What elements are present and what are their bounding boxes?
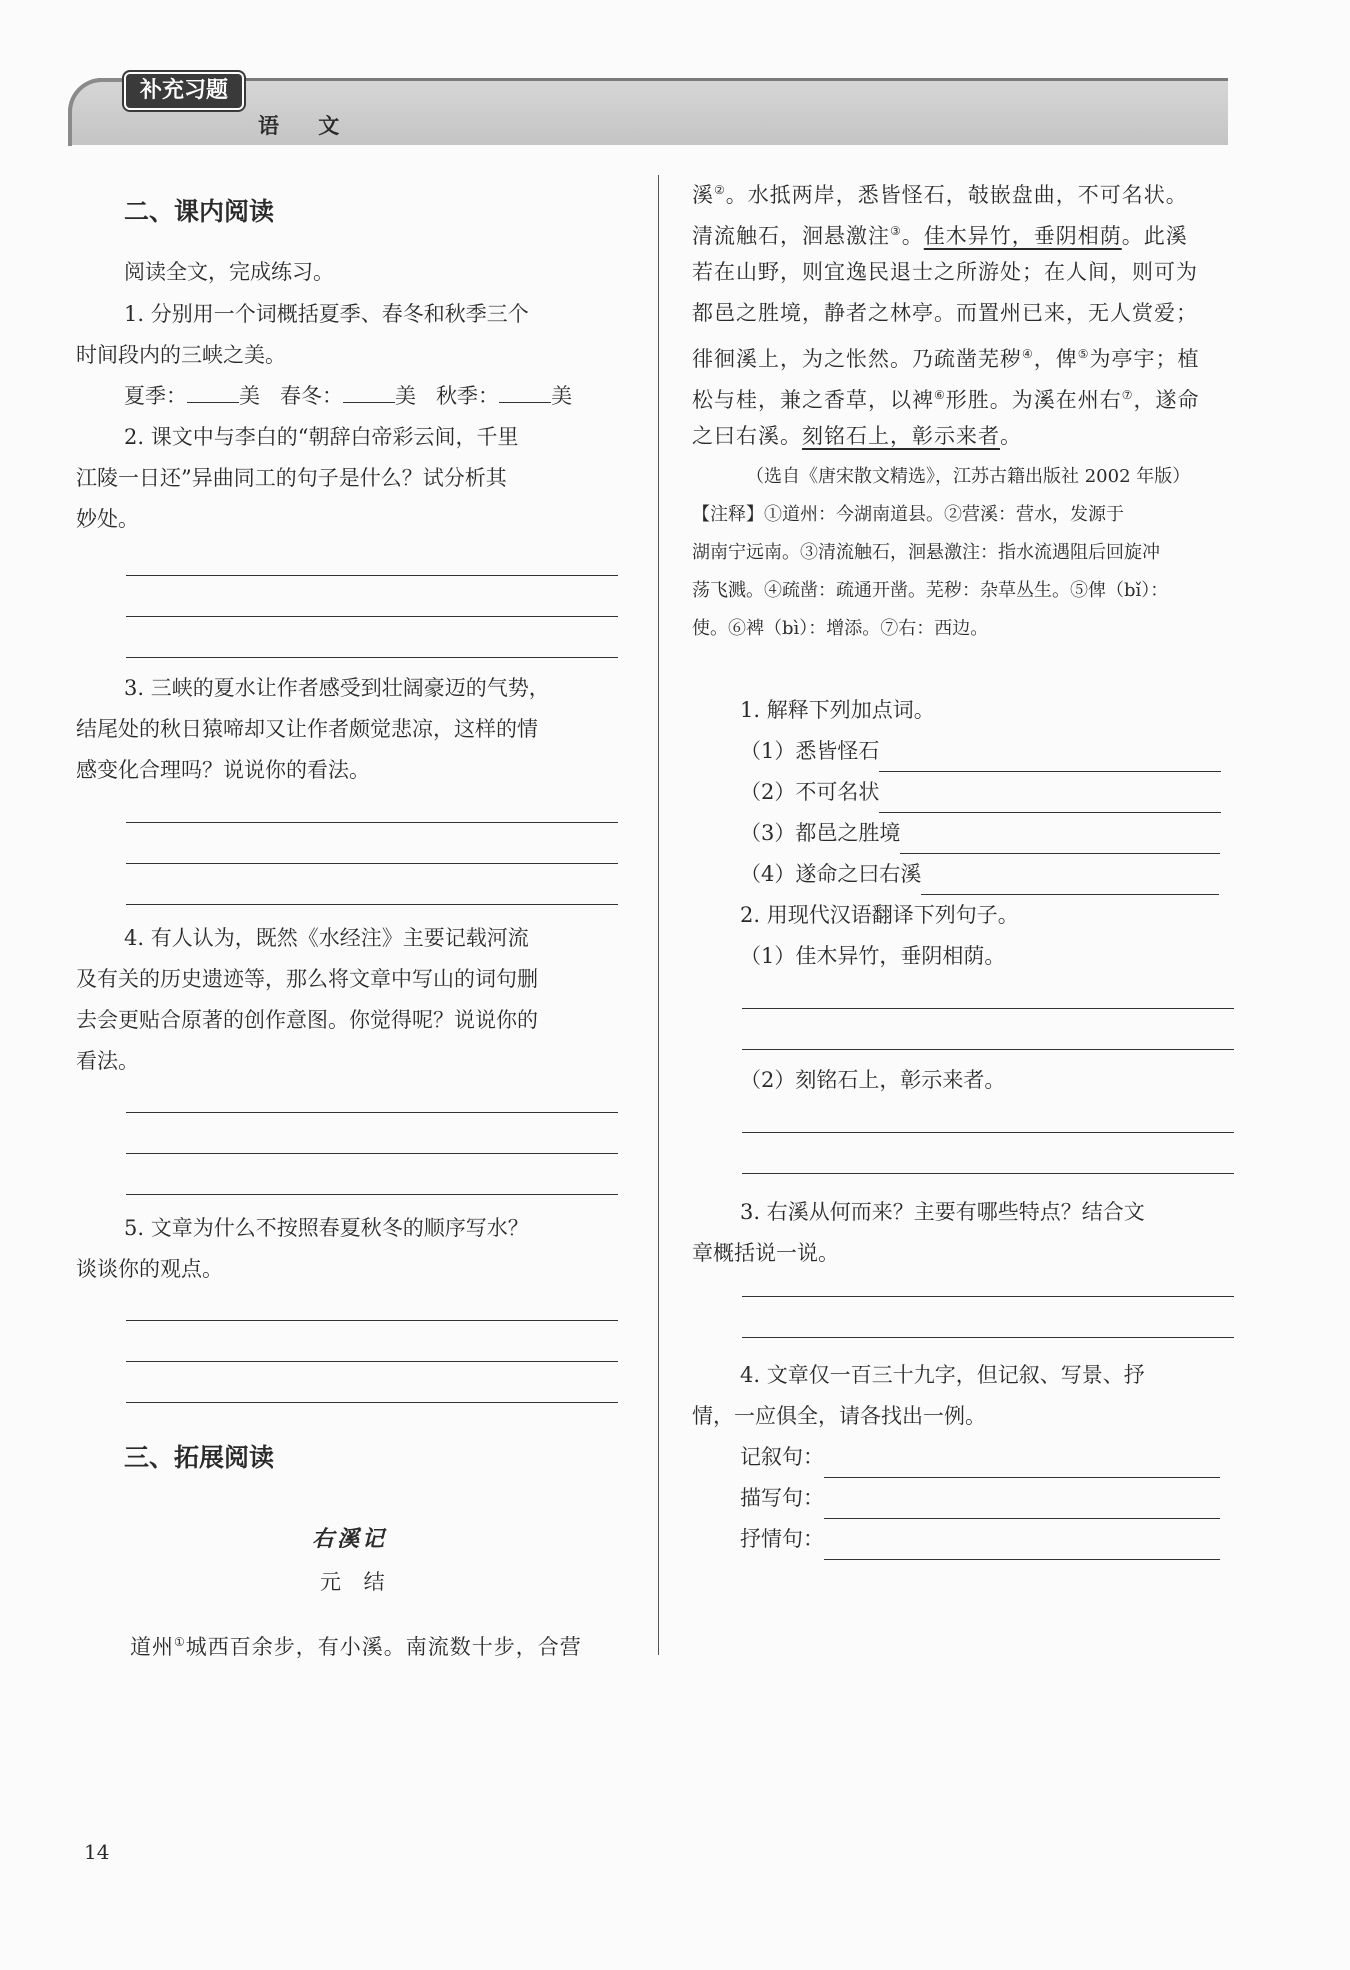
q4-item-label: 抒情句： [740,1527,824,1551]
answer-blank[interactable] [824,1453,1220,1478]
answer-line[interactable] [126,1320,618,1321]
article-text: 。 [901,224,924,248]
q4-text-line1: 4. 有人认为，既然《水经注》主要记载河流 [124,926,529,950]
article-line [692,170,1188,216]
q2-text-line2: 江陵一日还”异曲同工的句子是什么？试分析其 [76,466,507,490]
answer-line[interactable] [126,904,618,905]
autumn-label: 秋季： [436,384,500,408]
q4-text-line4: 看法。 [76,1049,139,1073]
article-line [692,375,1200,421]
article-text: 清流触石，洄悬激注 [692,224,890,248]
note-marker: ② [714,183,726,197]
q4-item [740,1437,1220,1478]
article-line: 若在山野，则宜逸民退士之所游处；在人间，则可为 [692,260,1198,284]
article-text: 。 [1000,424,1022,448]
answer-blank[interactable] [921,870,1219,895]
right-q4-text-line1: 4. 文章仅一百三十九字，但记叙、写景、抒 [740,1363,1145,1387]
answer-line[interactable] [742,1337,1234,1338]
article-text: 为亭宇；植 [1089,347,1200,371]
summer-blank[interactable] [187,382,239,403]
answer-line[interactable] [126,1361,618,1362]
notes-line: 【注释】①道州：今湖南道县。②营溪：营水，发源于 [692,504,1124,525]
answer-blank[interactable] [879,747,1221,772]
section-title-extended-reading: 三、拓展阅读 [124,1443,275,1472]
article-author: 元 结 [320,1570,393,1594]
answer-blank[interactable] [824,1494,1220,1519]
q4-item-label: 描写句： [740,1486,824,1510]
mei-label: 美 [395,384,417,408]
answer-line[interactable] [742,1173,1234,1174]
answer-blank[interactable] [900,829,1220,854]
article-text: 形胜。为溪在州右 [945,388,1122,412]
q2-text-line1: 2. 课文中与李白的“朝辞白帝彩云间，千里 [124,425,519,449]
autumn-blank[interactable] [499,382,551,403]
article-text: 城西百余步，有小溪。南流数十步，合营 [185,1635,582,1659]
article-text: 溪 [692,183,714,207]
note-marker: ⑥ [934,388,946,402]
instruction: 阅读全文，完成练习。 [124,260,334,284]
answer-line[interactable] [126,1402,618,1403]
article-line [692,211,1188,257]
winter-label: 春冬： [280,384,344,408]
answer-line[interactable] [742,1008,1234,1009]
article-text: 。此溪 [1121,224,1188,248]
right-q3-text-line1: 3. 右溪从何而来？主要有哪些特点？结合文 [740,1200,1145,1224]
answer-line[interactable] [742,1296,1234,1297]
article-paragraph-start [130,1622,582,1668]
note-marker: ① [174,1635,186,1649]
section-title-in-class-reading: 二、课内阅读 [124,197,275,226]
q4-text-line2: 及有关的历史遗迹等，那么将文章中写山的词句删 [76,967,538,991]
article-line: 都邑之胜境，静者之林亭。而置州已来，无人赏爱； [692,301,1198,325]
article-text: ，俾 [1033,347,1078,371]
answer-line[interactable] [126,657,618,658]
answer-blank[interactable] [824,1535,1220,1560]
answer-line[interactable] [126,616,618,617]
q1-item [740,854,1219,895]
article-text: 之曰右溪。 [692,424,802,448]
note-marker: ③ [890,224,902,238]
right-q4-text-line2: 情，一应俱全，请各找出一例。 [692,1404,986,1428]
q4-text-line3: 去会更贴合原著的创作意图。你觉得呢？说说你的 [76,1008,538,1032]
column-divider [658,175,659,1655]
q1-item [740,731,1221,772]
article-text: 松与桂，兼之香草，以裨 [692,388,934,412]
answer-line[interactable] [126,1112,618,1113]
notes-line: 使。⑥裨（bì）：增添。⑦右：西边。 [692,618,989,639]
q2-item: （1）佳木异竹，垂阴相荫。 [740,944,1006,968]
underlined-sentence: 佳木异竹，垂阴相荫 [923,224,1122,248]
q2-item: （2）刻铭石上，彰示来者。 [740,1068,1006,1092]
winter-blank[interactable] [343,382,395,403]
article-text: 道州 [130,1635,174,1659]
q5-text-line2: 谈谈你的观点。 [76,1257,223,1281]
q4-item [740,1478,1220,1519]
q1-text-line1: 1. 分别用一个词概括夏季、春冬和秋季三个 [124,302,529,326]
right-q1-text: 1. 解释下列加点词。 [740,698,935,722]
page-number: 14 [84,1840,110,1864]
q1-fill-row [124,376,572,417]
answer-line[interactable] [126,863,618,864]
q3-text-line2: 结尾处的秋日猿啼却又让作者颇觉悲凉，这样的情 [76,717,538,741]
q3-text-line1: 3. 三峡的夏水让作者感受到壮阔豪迈的气势， [124,676,550,700]
q4-item [740,1519,1220,1560]
note-marker: ④ [1022,347,1034,361]
q1-item-label: （1）悉皆怪石 [740,739,880,763]
notes-line: 湖南宁远南。③清流触石，洄悬激注：指水流遇阻后回旋冲 [692,542,1160,563]
article-text: 徘徊溪上，为之怅然。乃疏凿芜秽 [692,347,1022,371]
mei-label: 美 [551,384,573,408]
article-line [692,334,1200,380]
answer-line[interactable] [126,575,618,576]
answer-line[interactable] [742,1049,1234,1050]
q5-text-line1: 5. 文章为什么不按照春夏秋冬的顺序写水？ [124,1216,529,1240]
article-source: （选自《唐宋散文精选》，江苏古籍出版社 2002 年版） [746,466,1191,487]
q1-item [740,813,1220,854]
q1-item-label: （4）遂命之曰右溪 [740,862,922,886]
answer-line[interactable] [126,1194,618,1195]
q1-item [740,772,1221,813]
q2-text-line3: 妙处。 [76,507,139,531]
article-text: ，遂命 [1133,388,1200,412]
answer-line[interactable] [126,822,618,823]
note-marker: ⑦ [1121,388,1134,402]
q1-item-label: （3）都邑之胜境 [740,821,901,845]
q4-item-label: 记叙句： [740,1445,824,1469]
q1-item-label: （2）不可名状 [740,780,880,804]
right-q2-text: 2. 用现代汉语翻译下列句子。 [740,903,1019,927]
article-title: 右溪记 [312,1526,388,1552]
q1-text-line2: 时间段内的三峡之美。 [76,343,286,367]
underlined-sentence: 刻铭石上，彰示来者 [802,424,1000,448]
notes-line: 荡飞溅。④疏凿：疏通开凿。芜秽：杂草丛生。⑤俾（bǐ）： [692,580,1169,601]
answer-blank[interactable] [879,788,1221,813]
mei-label: 美 [239,384,260,408]
q3-text-line3: 感变化合理吗？说说你的看法。 [76,758,370,782]
note-marker: ⑤ [1077,347,1090,361]
subject-label: 语 文 [258,114,356,138]
right-q3-text-line2: 章概括说一说。 [692,1241,839,1265]
answer-line[interactable] [742,1132,1234,1133]
article-text: 。水抵两岸，悉皆怪石，攲嵌盘曲，不可名状。 [725,183,1188,207]
summer-label: 夏季： [124,384,187,408]
supplementary-exercise-tag: 补充习题 [124,72,244,110]
article-line [692,416,1022,457]
answer-line[interactable] [126,1153,618,1154]
